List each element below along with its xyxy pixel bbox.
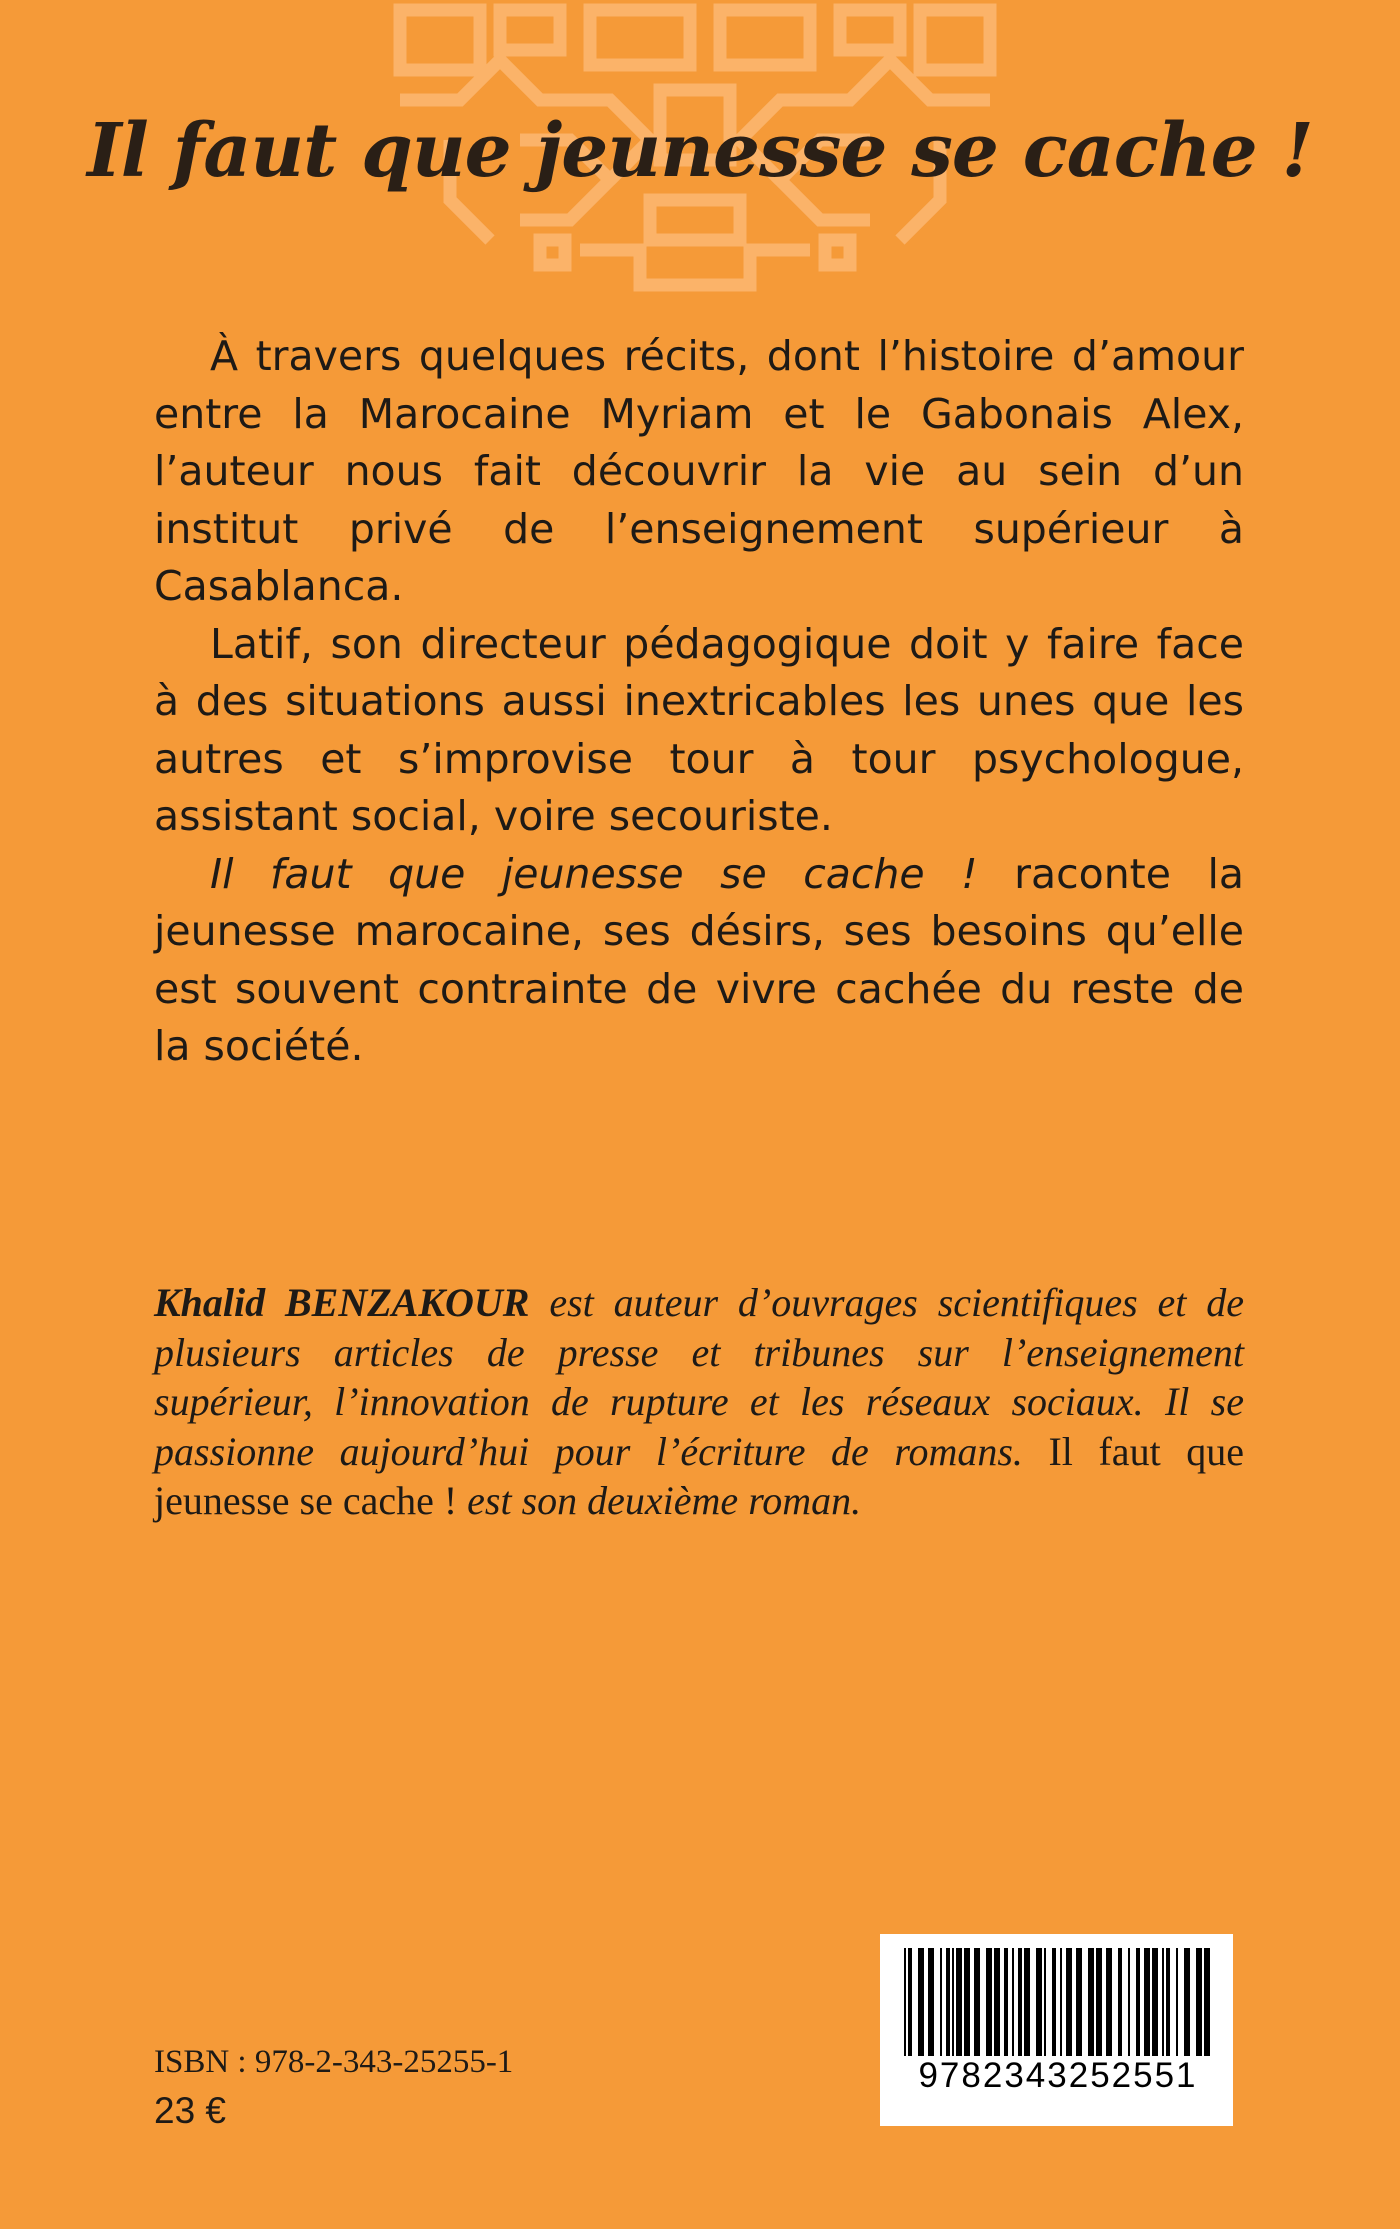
barcode-bars (900, 1948, 1214, 2056)
barcode-bar (1012, 1948, 1014, 2056)
barcode-bar (1152, 1948, 1158, 2056)
barcode-bar (1044, 1948, 1046, 2056)
barcode-bar (928, 1948, 934, 2056)
barcode-bar (1088, 1948, 1094, 2056)
barcode-bar (1184, 1948, 1190, 2056)
barcode-number: 9782343252551 (918, 2056, 1198, 2095)
barcode-bar (1166, 1948, 1170, 2056)
barcode-bar (1052, 1948, 1056, 2056)
barcode-bar (1136, 1948, 1140, 2056)
summary-paragraph-1: À travers quelques récits, dont l’histoire d’amour entre la Marocaine Myriam et le Gabonais Alex, l’auteur nous fait découvrir la vie au sein d’un institut privé de l’enseignement supérieur à Casablanca. (154, 332, 1244, 610)
barcode-bar (908, 1948, 912, 2056)
barcode-bar (1096, 1948, 1102, 2056)
barcode-bar (1036, 1948, 1042, 2056)
barcode-bar (956, 1948, 962, 2056)
barcode-bar (940, 1948, 942, 2056)
barcode-bar (1106, 1948, 1112, 2056)
isbn: ISBN : 978-2-343-25255-1 (154, 2044, 514, 2080)
barcode-bar (974, 1948, 980, 2056)
barcode-bar (1176, 1948, 1178, 2056)
summary-paragraph-3-text: raconte la jeunesse marocaine, ses désirs, ses besoins qu’elle est souvent contrainte de vivre cachée du reste de la société. (154, 849, 1244, 1070)
barcode-bar (904, 1948, 906, 2056)
author-bio-book-title: Il faut que jeunesse se cache ! (154, 1428, 1244, 1523)
author-name: Khalid BENZAKOUR (154, 1280, 530, 1325)
barcode-bar (1004, 1948, 1008, 2056)
barcode-bar (1018, 1948, 1022, 2056)
barcode-bar (1066, 1948, 1072, 2056)
barcode-bar (1060, 1948, 1062, 2056)
barcode-bar (1144, 1948, 1150, 2056)
barcode-bar (952, 1948, 954, 2056)
author-bio-text: est auteur d’ouvrages scientifiques et de plusieurs articles de presse et tribunes sur l’enseignement supérieur, l’innovation de rupture et les réseaux sociaux. Il se passionne aujourd’hui pour l’écriture de romans. (154, 1280, 1244, 1474)
barcode-bar (1024, 1948, 1030, 2056)
summary-book-title: Il faut que jeunesse se cache ! (210, 849, 978, 898)
author-bio (154, 1278, 1244, 1526)
barcode-bar (1128, 1948, 1130, 2056)
author-bio-text-end: est son deuxième roman. (457, 1478, 862, 1523)
barcode-bar (1204, 1948, 1210, 2056)
barcode-bar (1076, 1948, 1082, 2056)
barcode-bar (1162, 1948, 1164, 2056)
summary-paragraph-3 (154, 846, 1244, 1076)
price: 23 € (154, 2090, 227, 2131)
barcode (880, 1934, 1233, 2126)
summary-paragraph-2: Latif, son directeur pédagogique doit y faire face à des situations aussi inextricables les unes que les autres et s’improvise tour à tour psychologue, assistant social, voire secouriste. (154, 619, 1244, 840)
book-title: Il faut que jeunesse se cache ! (87, 108, 1313, 194)
summary-text (154, 328, 1244, 1076)
barcode-bar (994, 1948, 1000, 2056)
barcode-bar (986, 1948, 992, 2056)
barcode-bar (918, 1948, 924, 2056)
barcode-bar (1196, 1948, 1202, 2056)
barcode-bar (1118, 1948, 1122, 2056)
barcode-bar (964, 1948, 970, 2056)
barcode-bar (946, 1948, 950, 2056)
